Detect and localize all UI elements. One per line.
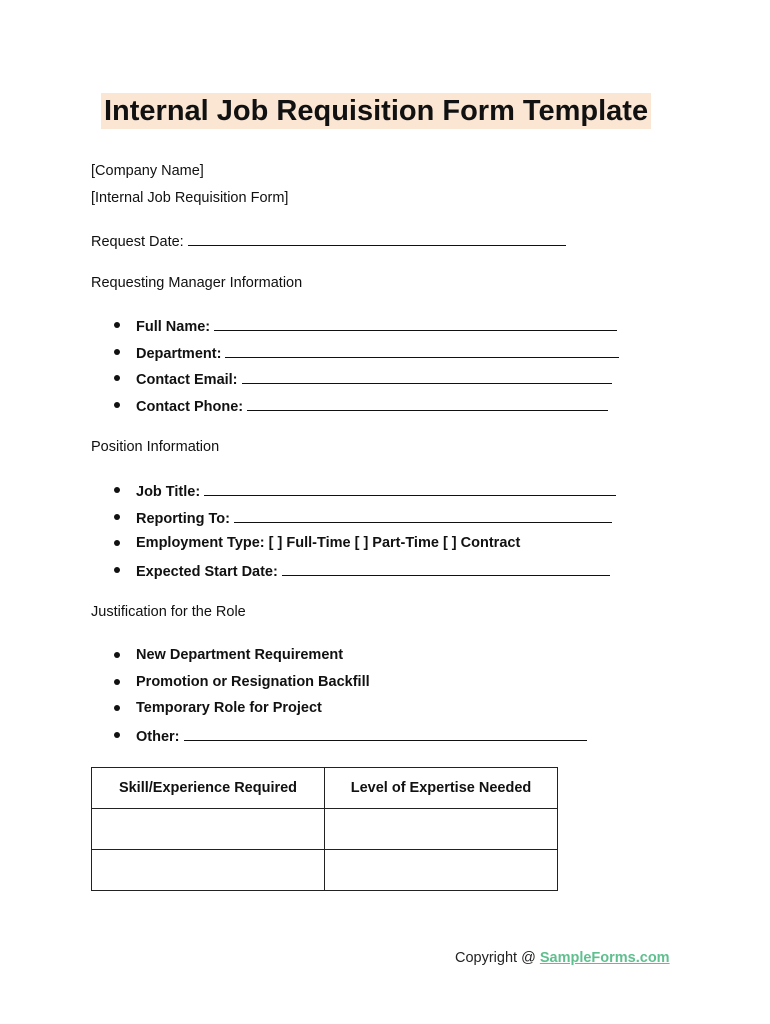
contact-phone-blank[interactable] — [247, 396, 608, 411]
job-title-blank[interactable] — [204, 481, 616, 496]
reporting-to-label: Reporting To: — [136, 510, 230, 527]
list-item — [110, 508, 616, 535]
table-row — [92, 809, 558, 850]
company-name: [Company Name] — [91, 163, 204, 179]
list-item — [110, 534, 616, 561]
list-item — [110, 726, 587, 753]
form-name: [Internal Job Requisition Form] — [91, 190, 289, 206]
request-date-blank[interactable] — [188, 231, 566, 246]
table-cell[interactable] — [325, 850, 558, 891]
justification-list — [110, 646, 587, 753]
other-blank[interactable] — [184, 726, 587, 741]
full-name-label: Full Name: — [136, 319, 211, 335]
other-label: Other: — [136, 729, 180, 746]
justification-section-heading: Justification for the Role — [91, 604, 246, 620]
manager-info-list — [110, 316, 619, 423]
start-date-label: Expected Start Date: — [136, 564, 278, 581]
table-header-row — [92, 768, 558, 809]
copyright-footer — [455, 950, 670, 966]
list-item — [110, 699, 587, 726]
expertise-column-header: Level of Expertise Needed — [325, 768, 558, 809]
list-item — [110, 396, 619, 423]
department-blank[interactable] — [225, 343, 619, 358]
request-date-label: Request Date: — [91, 234, 184, 250]
position-section-heading: Position Information — [91, 439, 220, 455]
contact-email-blank[interactable] — [242, 369, 612, 384]
list-item — [110, 316, 619, 343]
list-item — [110, 369, 619, 396]
contact-email-label: Contact Email: — [136, 372, 238, 389]
position-info-list — [110, 481, 616, 588]
reporting-to-blank[interactable] — [234, 508, 612, 523]
justification-option: New Department Requirement — [136, 647, 344, 663]
list-item — [110, 343, 619, 370]
table-cell[interactable] — [325, 809, 558, 850]
justification-option: Temporary Role for Project — [136, 700, 322, 717]
list-item — [110, 481, 616, 508]
employment-type-label: Employment Type: [ ] Full-Time [ ] Part-Time [ ] Contract — [136, 535, 521, 552]
list-item — [110, 646, 587, 673]
full-name-blank[interactable] — [214, 316, 617, 331]
list-item — [110, 673, 587, 700]
copyright-prefix: Copyright @ — [455, 950, 540, 966]
skill-column-header: Skill/Experience Required — [92, 768, 325, 809]
table-row — [92, 850, 558, 891]
brand-link[interactable]: SampleForms.com — [539, 950, 670, 966]
page-title: Internal Job Requisition Form Template — [101, 93, 651, 129]
justification-option: Promotion or Resignation Backfill — [136, 673, 370, 690]
manager-section-heading: Requesting Manager Information — [91, 275, 303, 291]
contact-phone-label: Contact Phone: — [136, 399, 244, 416]
job-title-label: Job Title: — [136, 484, 201, 500]
table-cell[interactable] — [92, 850, 325, 891]
list-item — [110, 561, 616, 588]
table-cell[interactable] — [92, 809, 325, 850]
start-date-blank[interactable] — [282, 561, 610, 576]
request-date-row — [91, 231, 566, 251]
department-label: Department: — [136, 345, 222, 362]
skills-table — [91, 767, 558, 891]
